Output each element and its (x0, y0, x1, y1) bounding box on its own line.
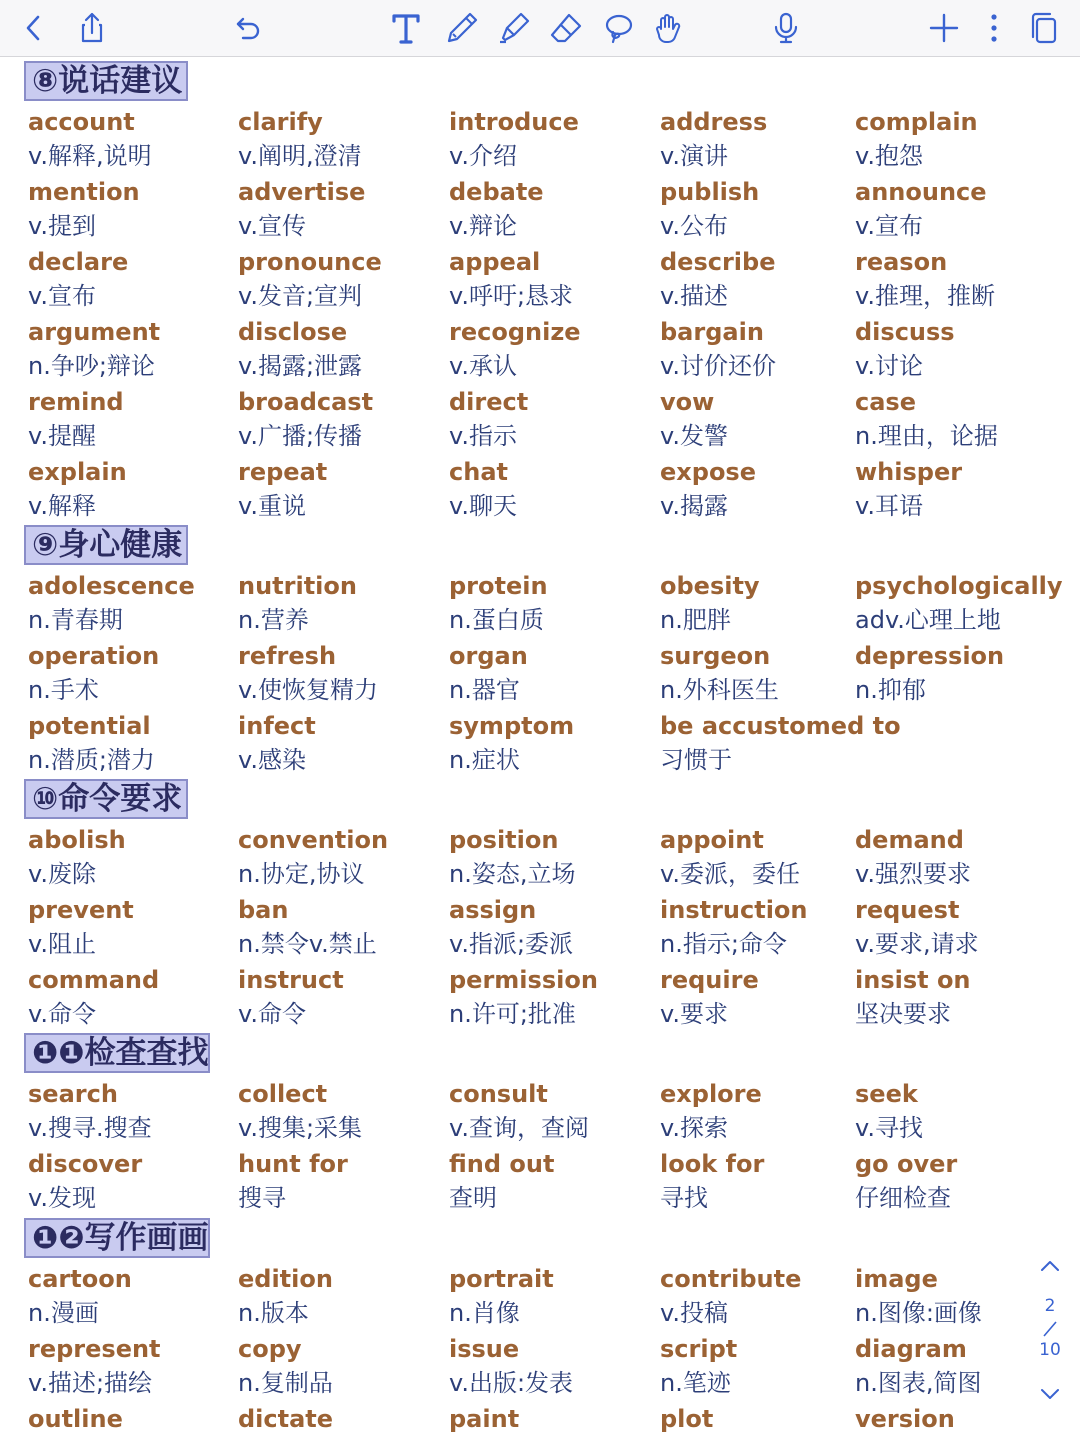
vocab-word: go over (855, 1150, 958, 1178)
vocab-definition: 查明 (449, 1184, 497, 1212)
vocab-word: broadcast (238, 388, 374, 416)
section-heading: ❶❶检查查找 (24, 1033, 210, 1073)
vocab-definition: 仔细检查 (855, 1184, 951, 1212)
vocab-definition: v.废除 (28, 860, 96, 888)
vocab-definition: n.笔迹 (660, 1369, 731, 1397)
vocab-word: account (28, 108, 135, 136)
toolbar (0, 0, 1080, 57)
vocab-definition: n.理由，论据 (855, 422, 998, 450)
vocab-definition: n.图表,简图 (855, 1369, 982, 1397)
vocab-definition: v.宣布 (28, 282, 96, 310)
vocab-definition: n.症状 (449, 746, 520, 774)
vocab-definition: n.手术 (28, 676, 99, 704)
vocab-definition: n.漫画 (28, 1299, 99, 1327)
vocab-word: plot (660, 1405, 714, 1433)
vocab-definition: v.发警 (660, 422, 728, 450)
current-page-number: 2 (1044, 1296, 1056, 1316)
vocab-word: paint (449, 1405, 520, 1433)
page-down-icon[interactable] (1036, 1382, 1064, 1406)
vocab-definition: n.复制品 (238, 1369, 333, 1397)
vocab-word: chat (449, 458, 508, 486)
vocab-word: surgeon (660, 642, 771, 670)
vocab-word: operation (28, 642, 160, 670)
vocab-word: mention (28, 178, 140, 206)
vocab-word: instruct (238, 966, 344, 994)
vocab-definition: v.搜集;采集 (238, 1114, 363, 1142)
share-icon[interactable] (72, 8, 112, 48)
vocab-word: abolish (28, 826, 126, 854)
section-heading: ⑨身心健康 (24, 525, 188, 565)
lasso-icon[interactable] (598, 8, 638, 48)
vocab-definition: v.感染 (238, 746, 306, 774)
section-heading: ❶❷写作画画 (24, 1218, 210, 1258)
vocab-word: vow (660, 388, 715, 416)
vocab-definition: v.查询，查阅 (449, 1114, 589, 1142)
back-icon[interactable] (14, 8, 54, 48)
vocab-word: depression (855, 642, 1005, 670)
vocab-definition: v.重说 (238, 492, 306, 520)
total-page-number: 10 (1039, 1340, 1061, 1360)
vocab-definition: v.投稿 (660, 1299, 728, 1327)
highlighter-icon[interactable] (494, 8, 534, 48)
vocab-definition: v.要求 (660, 1000, 728, 1028)
vocab-word: advertise (238, 178, 366, 206)
vocab-word: prevent (28, 896, 134, 924)
vocab-word: look for (660, 1150, 765, 1178)
vocab-definition: v.搜寻.搜查 (28, 1114, 152, 1142)
vocab-word: consult (449, 1080, 548, 1108)
vocab-definition: v.寻找 (855, 1114, 923, 1142)
vocab-word: remind (28, 388, 124, 416)
vocab-definition: n.禁令v.禁止 (238, 930, 377, 958)
vocab-definition: n.潜质;潜力 (28, 746, 155, 774)
vocab-definition: v.命令 (238, 1000, 306, 1028)
vocab-word: script (660, 1335, 738, 1363)
vocab-word: appeal (449, 248, 541, 276)
vocab-definition: v.阐明,澄清 (238, 142, 362, 170)
vocab-definition: n.外科医生 (660, 676, 779, 704)
vocab-definition: 坚决要求 (855, 1000, 951, 1028)
vocab-word: dictate (238, 1405, 334, 1433)
vocab-word: ban (238, 896, 289, 924)
vocab-word: request (855, 896, 960, 924)
vocab-definition: v.解释,说明 (28, 142, 152, 170)
vocab-definition: n.青春期 (28, 606, 123, 634)
vocab-word: obesity (660, 572, 760, 600)
vocab-definition: n.姿态,立场 (449, 860, 576, 888)
eraser-icon[interactable] (546, 8, 586, 48)
vocab-definition: n.肥胖 (660, 606, 731, 634)
section-heading: ⑩命令要求 (24, 779, 188, 819)
vocab-word: nutrition (238, 572, 357, 600)
document-page[interactable] (0, 57, 1080, 1440)
vocab-word: convention (238, 826, 389, 854)
section-heading: ⑧说话建议 (24, 61, 188, 101)
vocab-word: declare (28, 248, 129, 276)
vocab-definition: v.讨价还价 (660, 352, 776, 380)
vocab-definition: adv.心理上地 (855, 606, 1001, 634)
vocab-definition: v.解释 (28, 492, 96, 520)
vocab-definition: v.发音;宣判 (238, 282, 363, 310)
vocab-definition: v.揭露 (660, 492, 728, 520)
vocab-definition: v.讨论 (855, 352, 923, 380)
vocab-word: announce (855, 178, 987, 206)
vocab-word: clarify (238, 108, 323, 136)
vocab-word: adolescence (28, 572, 195, 600)
vocab-definition: v.描述 (660, 282, 728, 310)
vocab-definition: v.强烈要求 (855, 860, 971, 888)
vocab-word: assign (449, 896, 537, 924)
vocab-definition: v.指派;委派 (449, 930, 574, 958)
vocab-definition: v.提到 (28, 212, 96, 240)
vocab-definition: v.演讲 (660, 142, 728, 170)
vocab-definition: v.聊天 (449, 492, 517, 520)
vocab-word: be accustomed to (660, 712, 901, 740)
vocab-word: introduce (449, 108, 579, 136)
vocab-definition: v.发现 (28, 1184, 96, 1212)
vocab-word: explain (28, 458, 127, 486)
vocab-definition: v.耳语 (855, 492, 923, 520)
vocab-word: cartoon (28, 1265, 132, 1293)
vocab-definition: v.呼吁;恳求 (449, 282, 574, 310)
vocab-word: outline (28, 1405, 123, 1433)
vocab-definition: n.指示;命令 (660, 930, 787, 958)
vocab-word: command (28, 966, 160, 994)
undo-icon[interactable] (228, 8, 268, 48)
vocab-word: expose (660, 458, 756, 486)
vocab-word: protein (449, 572, 548, 600)
vocab-word: discover (28, 1150, 143, 1178)
vocab-word: demand (855, 826, 964, 854)
text-tool-icon[interactable] (386, 8, 426, 48)
vocab-definition: v.使恢复精力 (238, 676, 378, 704)
vocab-word: bargain (660, 318, 764, 346)
vocab-word: symptom (449, 712, 575, 740)
vocab-definition: v.广播;传播 (238, 422, 363, 450)
vocab-definition: 搜寻 (238, 1184, 286, 1212)
vocab-word: pronounce (238, 248, 382, 276)
vocab-word: psychologically (855, 572, 1063, 600)
vocab-definition: n.肖像 (449, 1299, 520, 1327)
vocab-definition: v.指示 (449, 422, 517, 450)
vocab-word: describe (660, 248, 776, 276)
hand-tool-icon[interactable] (648, 8, 688, 48)
vocab-word: recognize (449, 318, 581, 346)
vocab-definition: v.出版:发表 (449, 1369, 574, 1397)
vocab-word: represent (28, 1335, 161, 1363)
vocab-definition: v.揭露;泄露 (238, 352, 363, 380)
vocab-definition: v.提醒 (28, 422, 96, 450)
vocab-word: direct (449, 388, 529, 416)
vocab-definition: v.推理，推断 (855, 282, 995, 310)
vocab-word: find out (449, 1150, 555, 1178)
more-icon[interactable] (974, 8, 1014, 48)
vocab-word: insist on (855, 966, 971, 994)
vocab-word: disclose (238, 318, 348, 346)
vocab-definition: n.器官 (449, 676, 520, 704)
vocab-definition: v.阻止 (28, 930, 96, 958)
vocab-word: copy (238, 1335, 302, 1363)
page-divider (1040, 1320, 1060, 1338)
vocab-word: seek (855, 1080, 918, 1108)
vocab-word: debate (449, 178, 544, 206)
vocab-word: image (855, 1265, 938, 1293)
vocab-word: collect (238, 1080, 328, 1108)
vocab-word: portrait (449, 1265, 554, 1293)
vocab-definition: n.营养 (238, 606, 309, 634)
vocab-definition: v.抱怨 (855, 142, 923, 170)
vocab-definition: v.委派，委任 (660, 860, 800, 888)
vocab-definition: 习惯于 (660, 746, 732, 774)
vocab-definition: v.探索 (660, 1114, 728, 1142)
vocab-word: reason (855, 248, 948, 276)
vocab-definition: n.版本 (238, 1299, 309, 1327)
vocab-definition: n.争吵;辩论 (28, 352, 155, 380)
vocab-word: potential (28, 712, 151, 740)
vocab-word: whisper (855, 458, 963, 486)
vocab-definition: n.图像:画像 (855, 1299, 982, 1327)
vocab-word: organ (449, 642, 528, 670)
microphone-icon[interactable] (766, 8, 806, 48)
vocab-word: version (855, 1405, 955, 1433)
vocab-word: address (660, 108, 768, 136)
vocab-definition: n.许可;批准 (449, 1000, 576, 1028)
vocab-word: contribute (660, 1265, 802, 1293)
vocab-word: case (855, 388, 916, 416)
page-navigator (1020, 1240, 1080, 1410)
vocab-word: position (449, 826, 559, 854)
vocab-definition: n.蛋白质 (449, 606, 544, 634)
vocab-word: infect (238, 712, 316, 740)
vocab-definition: v.命令 (28, 1000, 96, 1028)
vocab-definition: v.宣布 (855, 212, 923, 240)
vocab-definition: v.宣传 (238, 212, 306, 240)
pages-icon[interactable] (1024, 8, 1064, 48)
vocab-word: diagram (855, 1335, 967, 1363)
vocab-word: refresh (238, 642, 337, 670)
vocab-word: hunt for (238, 1150, 348, 1178)
vocab-definition: v.要求,请求 (855, 930, 979, 958)
vocab-word: edition (238, 1265, 333, 1293)
vocab-word: issue (449, 1335, 520, 1363)
vocab-definition: v.承认 (449, 352, 517, 380)
pen-icon[interactable] (442, 8, 482, 48)
vocab-word: explore (660, 1080, 762, 1108)
vocab-word: complain (855, 108, 978, 136)
vocab-word: permission (449, 966, 598, 994)
vocab-word: instruction (660, 896, 808, 924)
vocab-definition: n.协定,协议 (238, 860, 365, 888)
vocab-definition: v.公布 (660, 212, 728, 240)
vocab-definition: v.辩论 (449, 212, 517, 240)
vocab-word: search (28, 1080, 118, 1108)
vocab-definition: v.介绍 (449, 142, 517, 170)
page-up-icon[interactable] (1036, 1254, 1064, 1278)
vocab-word: discuss (855, 318, 955, 346)
vocab-definition: n.抑郁 (855, 676, 926, 704)
vocab-definition: v.描述;描绘 (28, 1369, 153, 1397)
vocab-definition: 寻找 (660, 1184, 708, 1212)
vocab-word: appoint (660, 826, 764, 854)
vocab-word: repeat (238, 458, 328, 486)
vocab-word: publish (660, 178, 760, 206)
vocab-word: argument (28, 318, 161, 346)
add-icon[interactable] (924, 8, 964, 48)
vocab-word: require (660, 966, 759, 994)
